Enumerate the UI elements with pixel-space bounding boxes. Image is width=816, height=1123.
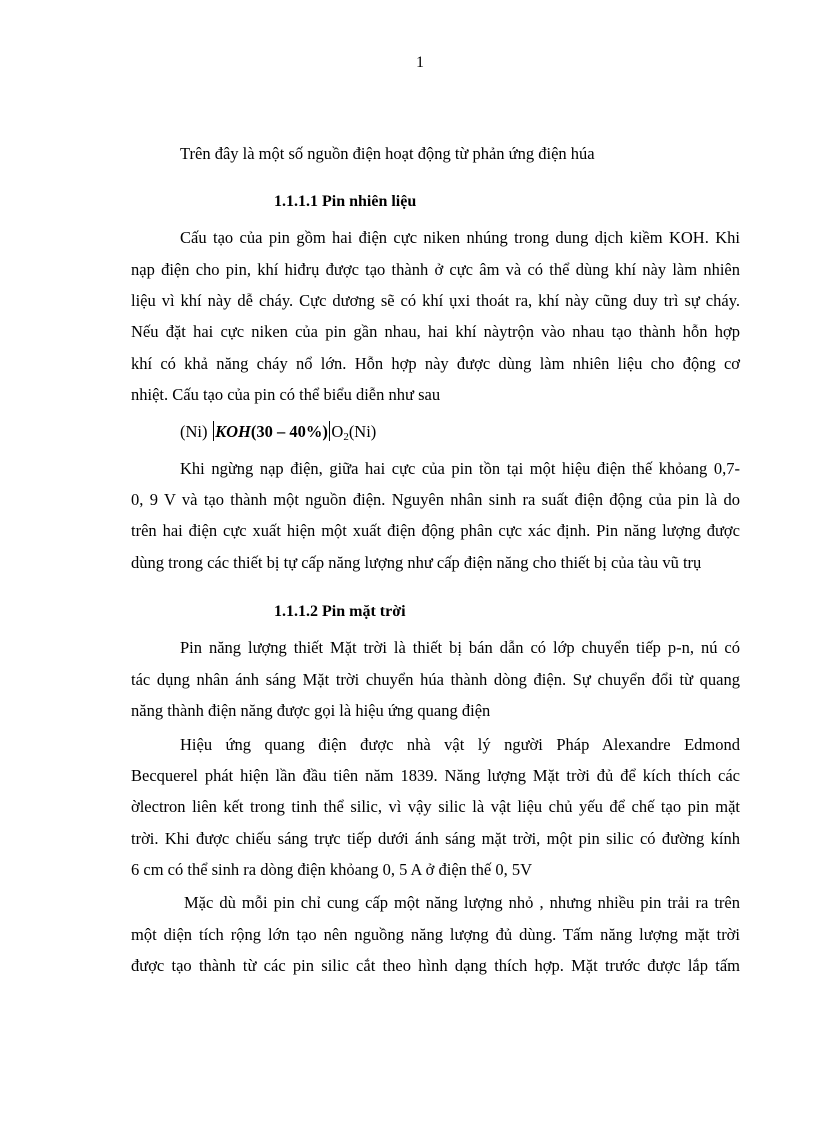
paragraph-line: dùng trong các thiết bị tự cấp năng lượng như cấp điện năng cho thiết bị của tàu vũ trụ — [131, 553, 702, 572]
formula-subscript: 2 — [343, 431, 349, 443]
paragraph-line: một diện tích rộng lớn tạo nên nguồng năng lượng đủ dùng. Tấm năng lượng mặt trời — [131, 925, 740, 944]
paragraph-line: Becquerel phát hiện lần đầu tiên năm 1839. Năng lượng Mặt trời đủ để kích thích các — [131, 766, 740, 785]
paragraph-line: 6 cm có thể sinh ra dòng điện khỏang 0, 5 A ở điện thế 0, 5V — [131, 860, 532, 879]
paragraph-line: Mặc dù mỗi pin chỉ cung cấp một năng lượng nhỏ , nhưng nhiều pin trải ra trên — [184, 893, 740, 912]
paragraph-line: tác dụng nhân ánh sáng Mặt trời chuyển húa thành dòng điện. Sự chuyển đổi từ quang — [131, 670, 740, 689]
section-heading-fuel-cell: 1.1.1.1 Pin nhiên liệu — [274, 193, 417, 210]
page-number: 1 — [416, 54, 424, 71]
formula-separator — [213, 421, 215, 441]
paragraph-line: trên hai điện cực xuất hiện một xuất điện động phân cực xác định. Pin năng lượng được — [131, 521, 740, 540]
paragraph-line: ờlectron liên kết trong tinh thể silic, vì vậy silic là vật liệu chủ yếu để chế tạo pin mặt — [131, 797, 740, 816]
paragraph-line: Cấu tạo của pin gồm hai điện cực niken nhúng trong dung dịch kiềm KOH. Khi — [180, 228, 740, 247]
paragraph-line: nhiệt. Cấu tạo của pin có thể biểu diễn như sau — [131, 385, 441, 404]
paragraph-line: nạp điện cho pin, khí hiđrụ được tạo thành ở cực âm và có thể dùng khí này làm nhiên — [131, 260, 740, 279]
formula-oxygen: O — [331, 422, 344, 441]
paragraph-line: Khi ngừng nạp điện, giữa hai cực của pin tồn tại một hiệu điện thế khỏang 0,7- — [180, 459, 740, 478]
formula-electrolyte: KOH — [215, 422, 251, 441]
formula-left-electrode: (Ni) — [180, 422, 208, 441]
paragraph-line: năng thành điện năng được gọi là hiệu ứng quang điện — [131, 701, 491, 720]
paragraph-line: Pin năng lượng thiết Mặt trời là thiết bị bán dẫn có lớp chuyển tiếp p-n, nú có — [180, 638, 740, 657]
paragraph-line: Nếu đặt hai cực niken của pin gần nhau, hai khí nàytrộn vào nhau tạo thành hỗn hợp — [131, 322, 740, 341]
paragraph-line: được tạo thành từ các pin silic cắt theo hình dạng thích hợp. Mặt trước được lắp tấm — [131, 956, 740, 975]
paragraph-line: liệu vì khí này dễ cháy. Cực dương sẽ có khí ụxi thoát ra, khí này cũng duy trì sự cháy. — [131, 291, 740, 310]
paragraph-line: khí có khả năng cháy nổ lớn. Hỗn hợp này được dùng làm nhiên liệu cho động cơ — [131, 354, 740, 373]
paragraph-line: Hiệu ứng quang điện được nhà vật lý người Pháp Alexandre Edmond — [180, 735, 740, 754]
intro-line: Trên đây là một số nguồn điện hoạt động từ phản ứng điện húa — [180, 144, 595, 163]
formula-concentration: (30 – 40%) — [250, 422, 328, 441]
paragraph-line: 0, 9 V và tạo thành một nguồn điện. Nguyên nhân sinh ra suất điện động của pin là do — [131, 490, 740, 509]
paragraph-line: trời. Khi được chiếu sáng trực tiếp dưới ánh sáng mặt trời, một pin silic có đường kính — [131, 829, 740, 848]
formula-right-electrode: (Ni) — [348, 422, 377, 441]
cell-formula — [180, 421, 376, 442]
section-heading-solar-cell: 1.1.1.2 Pin mặt trời — [274, 603, 406, 620]
